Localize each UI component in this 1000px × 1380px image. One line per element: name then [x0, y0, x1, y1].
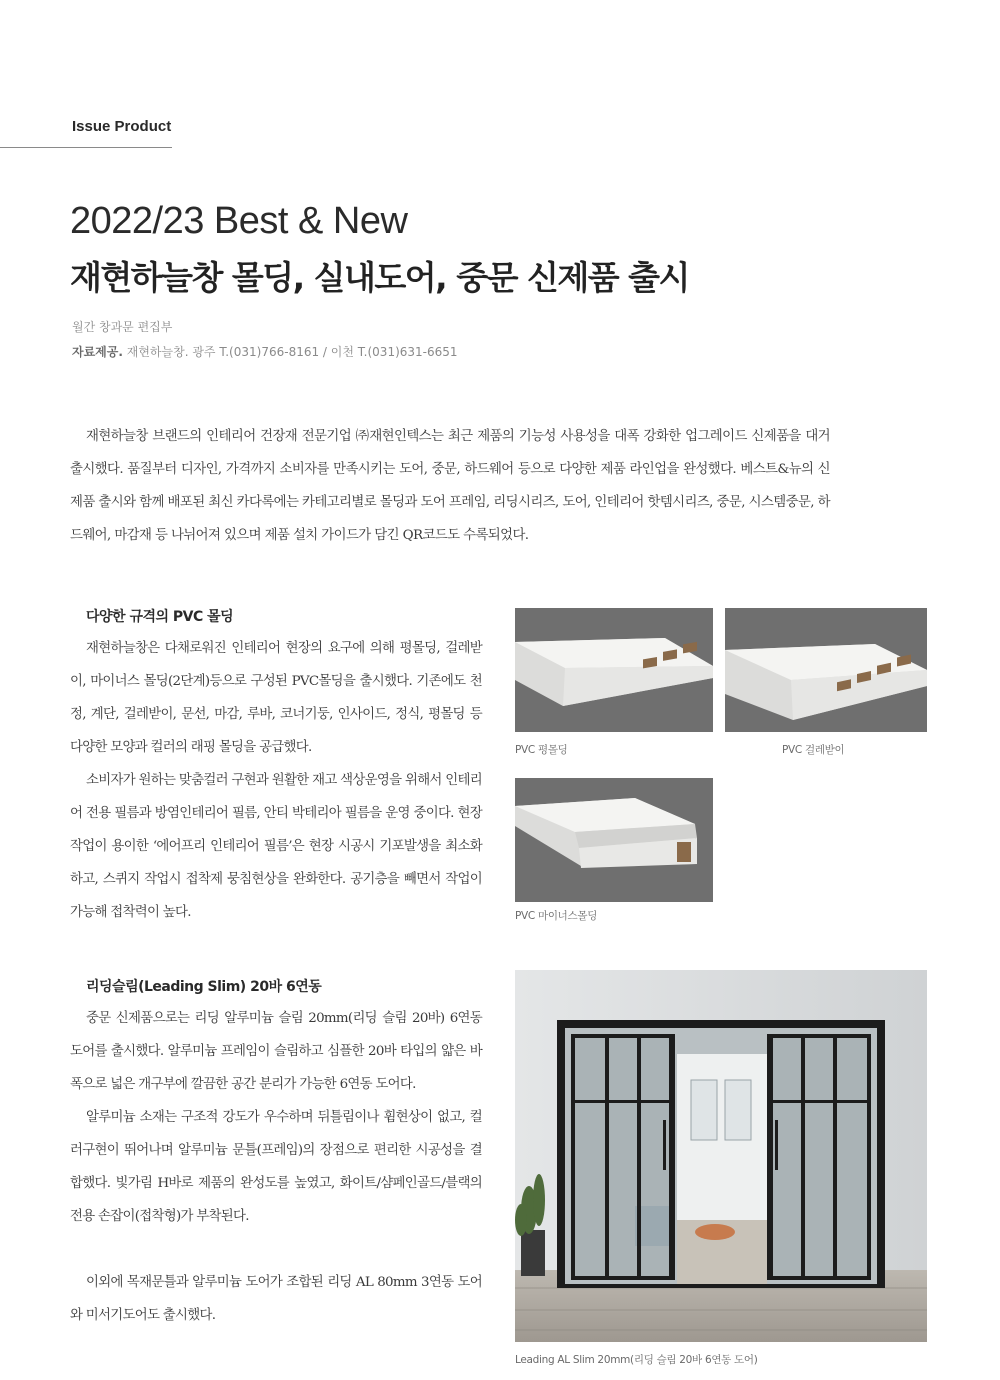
caption-leading-slim: Leading AL Slim 20mm(리딩 슬림 20바 6연동 도어): [515, 1354, 758, 1366]
caption-pvc-flat: PVC 평몰딩: [515, 744, 568, 756]
section-label: Issue Product: [72, 118, 172, 135]
molding-illustration-baseboard: [725, 608, 927, 732]
photo-pvc-flat-molding: [515, 608, 713, 732]
byline: 월간 창과문 편집부: [72, 320, 173, 334]
section2-heading: 리딩슬림(Leading Slim) 20바 6연동: [86, 979, 322, 995]
section1-paragraph-1: 재현하늘창은 다채로워진 인테리어 현장의 요구에 의해 평몰딩, 걸레받이, 마이너스 몰딩(2단계)등으로 구성된 PVC몰딩을 출시했다. 기존에도 천정, 계단, 걸레받이, 문선, 마감, 루바, 코너기둥, 인사이드, 정식, 평몰딩 등 다양한 모양과 컬러의 래핑 몰딩을 공급했다.: [70, 641, 482, 755]
source-credit: [72, 343, 458, 360]
section2-body: [70, 1002, 482, 1332]
photo-pvc-baseboard: [725, 608, 927, 732]
section2-paragraph-2: 알루미늄 소재는 구조적 강도가 우수하며 뒤틀림이나 휨현상이 없고, 컬러구현이 뛰어나며 알루미늄 문틀(프레임)의 장점으로 편리한 시공성을 결합했다. 빛가림 H바로 제품의 완성도를 높였고, 화이트/샴페인골드/블랙의 전용 손잡이(접착형)가 부착된다.: [70, 1110, 482, 1224]
sliding-door-illustration: [515, 970, 927, 1342]
credit-label: 자료제공.: [72, 345, 123, 359]
section1-body: [70, 632, 482, 929]
article-title-english: 2022/23 Best & New: [70, 200, 408, 242]
section2-paragraph-1: 중문 신제품으로는 리딩 알루미늄 슬림 20mm(리딩 슬림 20바) 6연동 도어를 출시했다. 알루미늄 프레임이 슬림하고 심플한 20바 타입의 얇은 바 폭으로 넓은 개구부에 깔끔한 공간 분리가 가능한 6연동 도어다.: [70, 1011, 482, 1092]
intro-paragraph: 재현하늘창 브랜드의 인테리어 건장재 전문기업 ㈜재현인텍스는 최근 제품의 기능성 사용성을 대폭 강화한 업그레이드 신제품을 대거 출시했다. 품질부터 디자인, 가격까지 소비자를 만족시키는 도어, 중문, 하드웨어 등으로 다양한 제품 라인업을 완성했다. 베스트&뉴의 신제품 출시와 함께 배포된 최신 카다록에는 카테고리별로 몰딩과 도어 프레임, 리딩시리즈, 도어, 인테리어 핫템시리즈, 중문, 시스템중문, 하드웨어, 마감재 등 나뉘어져 있으며 제품 설치 가이드가 담긴 QR코드도 수록되었다.: [70, 429, 830, 543]
photo-leading-slim-door: [515, 970, 927, 1342]
section1-paragraph-2: 소비자가 원하는 맞춤컬러 구현과 원활한 재고 색상운영을 위해서 인테리어 전용 필름과 방염인테리어 필름, 안티 박테리아 필름을 운영 중이다. 현장작업이 용이한 ‘에어프리 인테리어 필름’은 현장 시공시 기포발생을 최소화하고, 스퀴지 작업시 접착제 뭉침현상을 완화한다. 공기층을 빼면서 작업이 가능해 접착력이 높다.: [70, 773, 482, 920]
molding-illustration-minus: [515, 778, 713, 902]
section-divider: [0, 147, 172, 148]
photo-pvc-minus-molding: [515, 778, 713, 902]
article-title-korean: 재현하늘창 몰딩, 실내도어, 중문 신제품 출시: [70, 258, 689, 297]
caption-pvc-minus: PVC 마이너스몰딩: [515, 910, 598, 922]
section1-heading: 다양한 규격의 PVC 몰딩: [86, 609, 234, 625]
caption-pvc-baseboard: PVC 걸레받이: [782, 744, 845, 756]
credit-text: 재현하늘창. 광주 T.(031)766-8161 / 이천 T.(031)631-6651: [122, 345, 458, 359]
molding-illustration-flat: [515, 608, 713, 732]
section2-paragraph-3: 이외에 목재문틀과 알루미늄 도어가 조합된 리딩 AL 80mm 3연동 도어와 미서기도어도 출시했다.: [70, 1275, 482, 1323]
